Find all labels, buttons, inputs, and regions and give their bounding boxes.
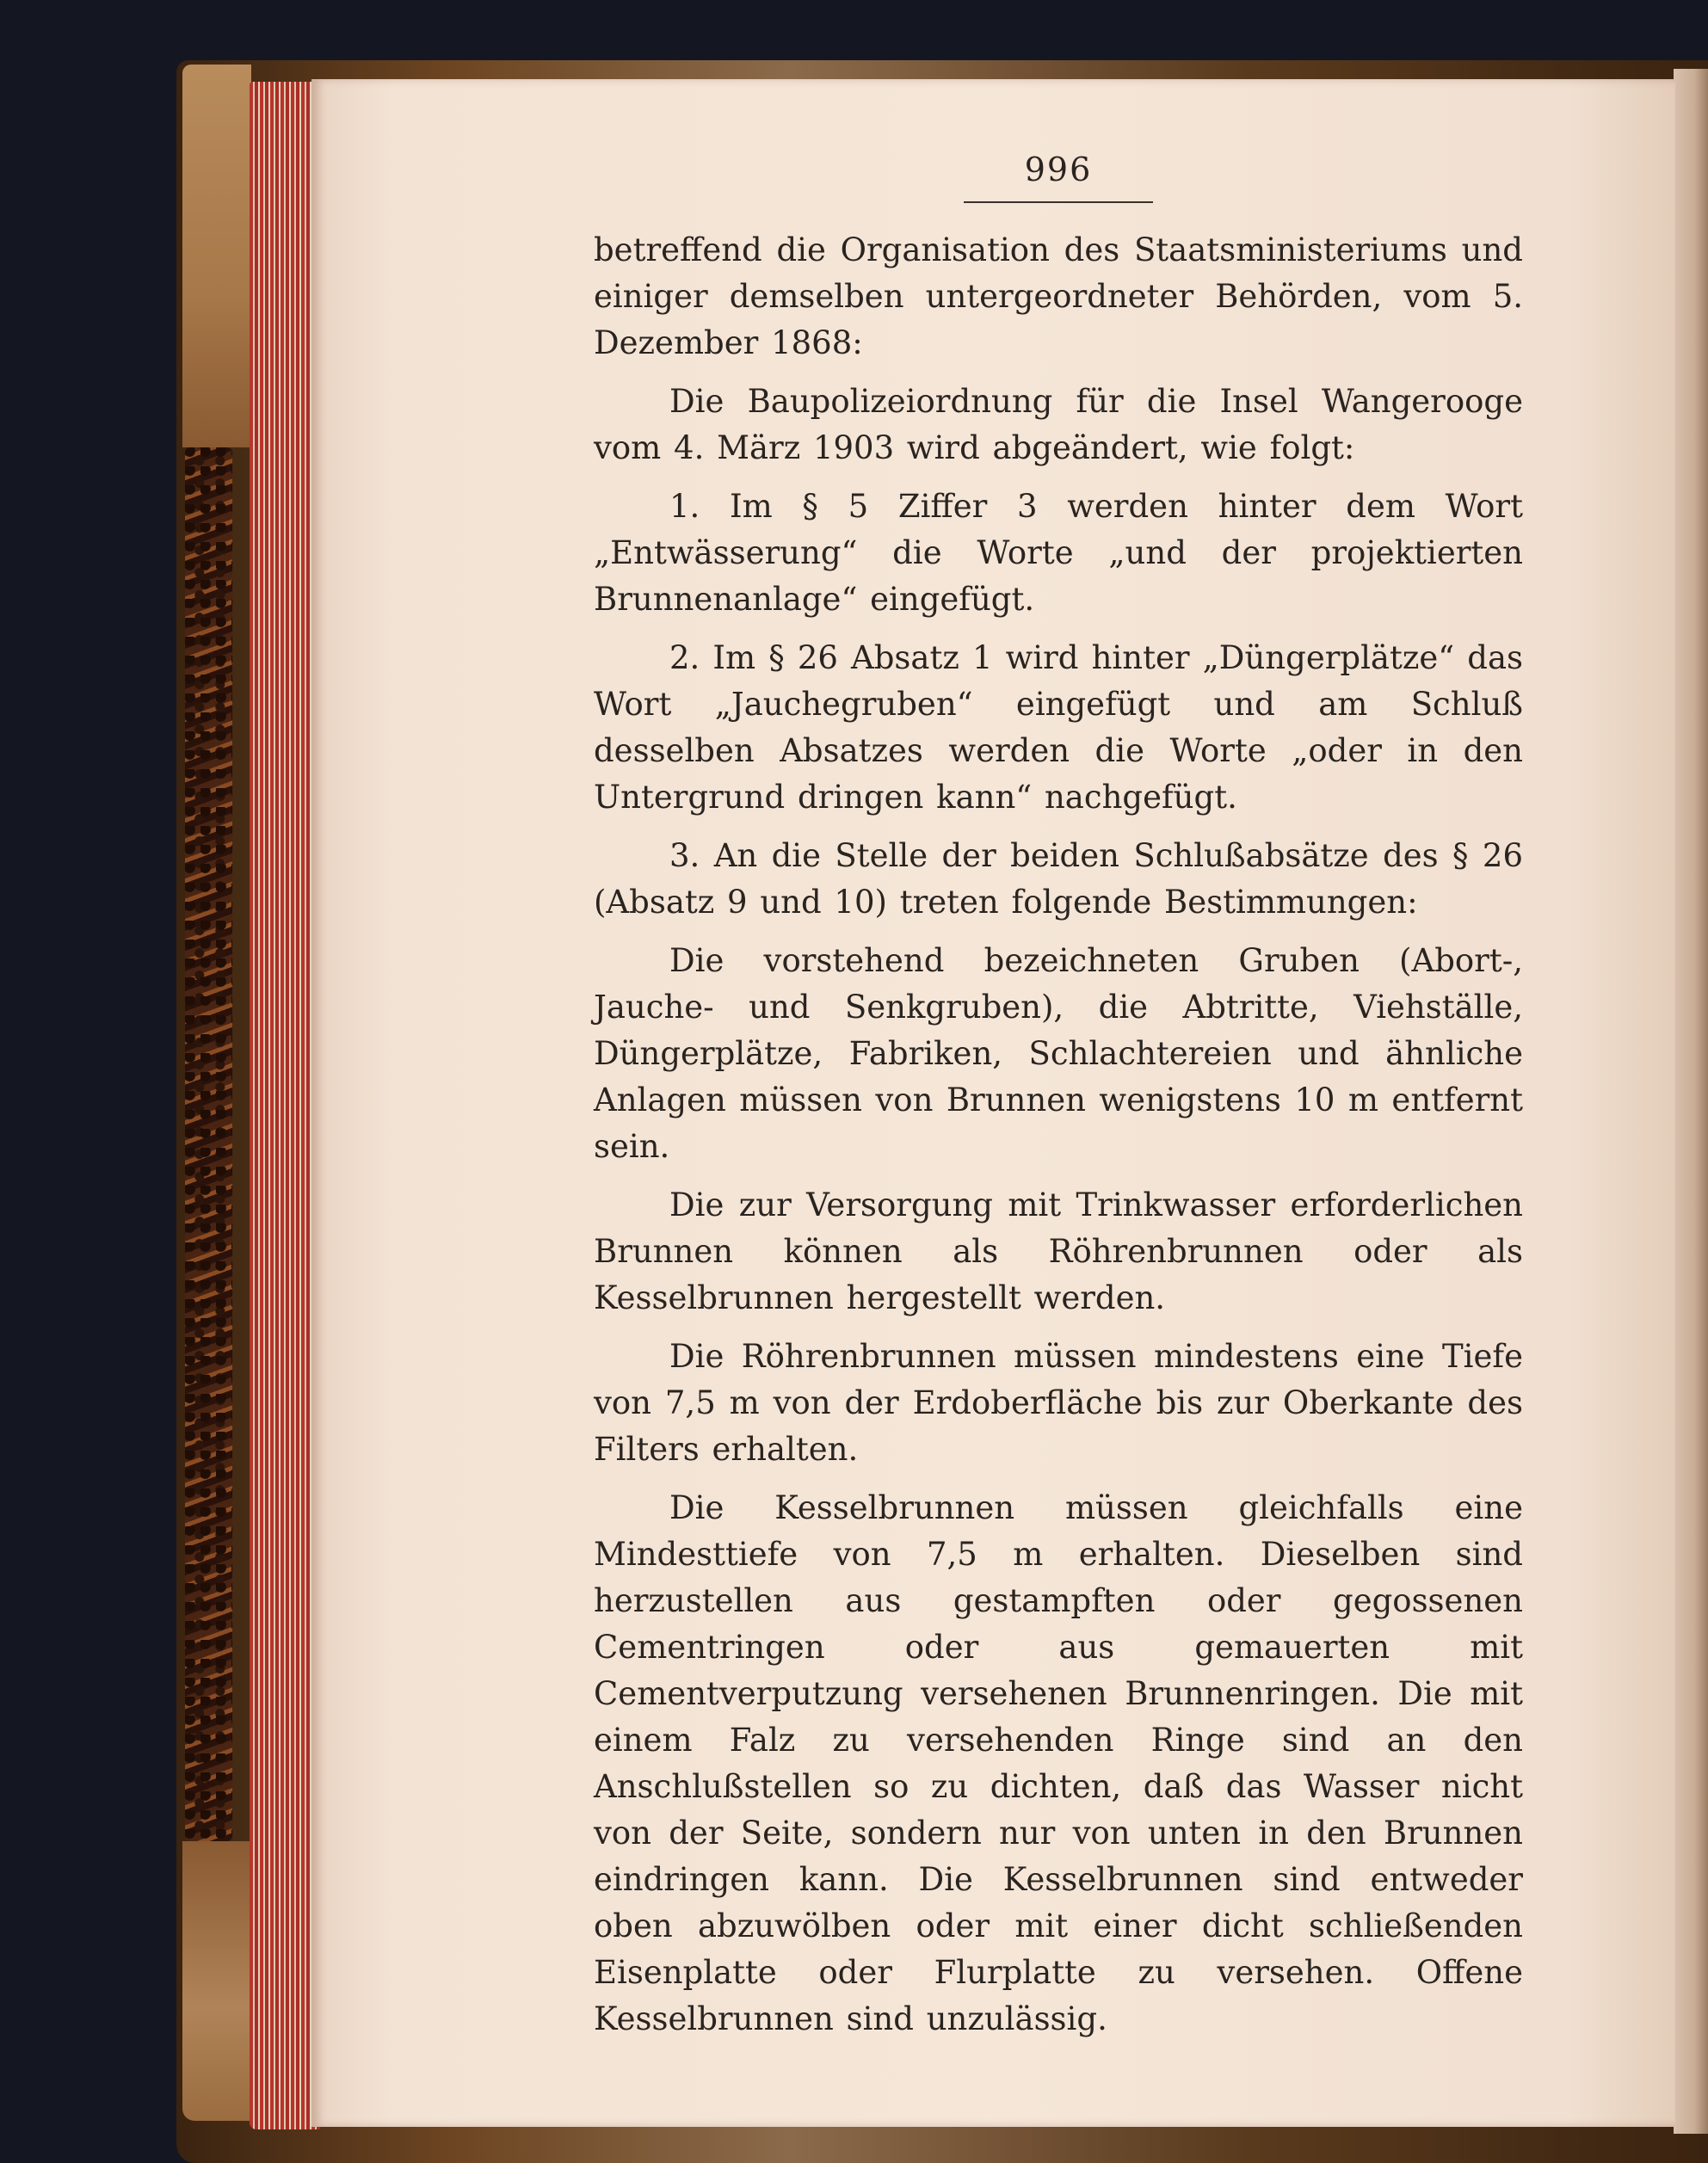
- paragraph-item-3: 3. An die Stelle der beiden Schlußabsätze des § 26 (Absatz 9 und 10) treten folgende Bestimmungen:: [594, 837, 1523, 921]
- book-spine-bottom: [182, 1841, 251, 2121]
- facing-page-edge: [1674, 69, 1708, 2134]
- paragraph-kettle-wells: Die Kesselbrunnen müssen gleichfalls eine Mindesttiefe von 7,5 m erhalten. Dieselben sind herzustellen aus gestampften oder gegossenen Cementringen oder aus gemauerten mit Cementverputzung versehenen Brunnenringen. Die mit einem Falz zu versehenden Ringe sind an den Anschlußstellen so zu dichten, daß das Wasser nicht von der Seite, sondern nur von unten in den Brunnen eindringen kann. Die Kesselbrunnen sind entweder oben abzuwölben oder mit einer dicht schließenden Eisenplatte oder Flurplatte zu versehen. Offene Kesselbrunnen sind unzulässig.: [594, 1489, 1523, 2037]
- paragraph-distance-rule: Die vorstehend bezeichneten Gruben (Abort-, Jauche- und Senkgruben), die Abtritte, Viehställe, Düngerplätze, Fabriken, Schlachtereien und ähnliche Anlagen müssen von Brunnen wenigstens 10 m entfernt sein.: [594, 942, 1523, 1165]
- page-number: 996: [1024, 151, 1093, 188]
- paragraph-item-2: 2. Im § 26 Absatz 1 wird hinter „Düngerplätze“ das Wort „Jauchegruben“ eingefügt und am Schluß desselben Absatzes werden die Worte „oder in den Untergrund dringen kann“ nachgefügt.: [594, 639, 1523, 816]
- paragraph-amendment-intro: Die Baupolizeiordnung für die Insel Wangerooge vom 4. März 1903 wird abgeändert, wie folgt:: [594, 383, 1523, 466]
- paragraph-tube-wells: Die Röhrenbrunnen müssen mindestens eine Tiefe von 7,5 m von der Erdoberfläche bis zur Oberkante des Filters erhalten.: [594, 1338, 1523, 1468]
- book-spine-marbled: [185, 447, 232, 1841]
- paragraph-well-types: Die zur Versorgung mit Trinkwasser erforderlichen Brunnen können als Röhrenbrunnen oder als Kesselbrunnen hergestellt werden.: [594, 1186, 1523, 1316]
- book-spine-top: [182, 65, 251, 447]
- page-content: [594, 146, 1523, 2055]
- paragraph-intro: betreffend die Organisation des Staatsministeriums und einiger demselben untergeordneter Behörden, vom 5. Dezember 1868:: [594, 231, 1523, 361]
- page-number-rule: [964, 201, 1153, 203]
- page-edges: [250, 82, 320, 2129]
- paragraph-item-1: 1. Im § 5 Ziffer 3 werden hinter dem Wort „Entwässerung“ die Worte „und der projektierten Brunnenanlage“ eingefügt.: [594, 488, 1523, 618]
